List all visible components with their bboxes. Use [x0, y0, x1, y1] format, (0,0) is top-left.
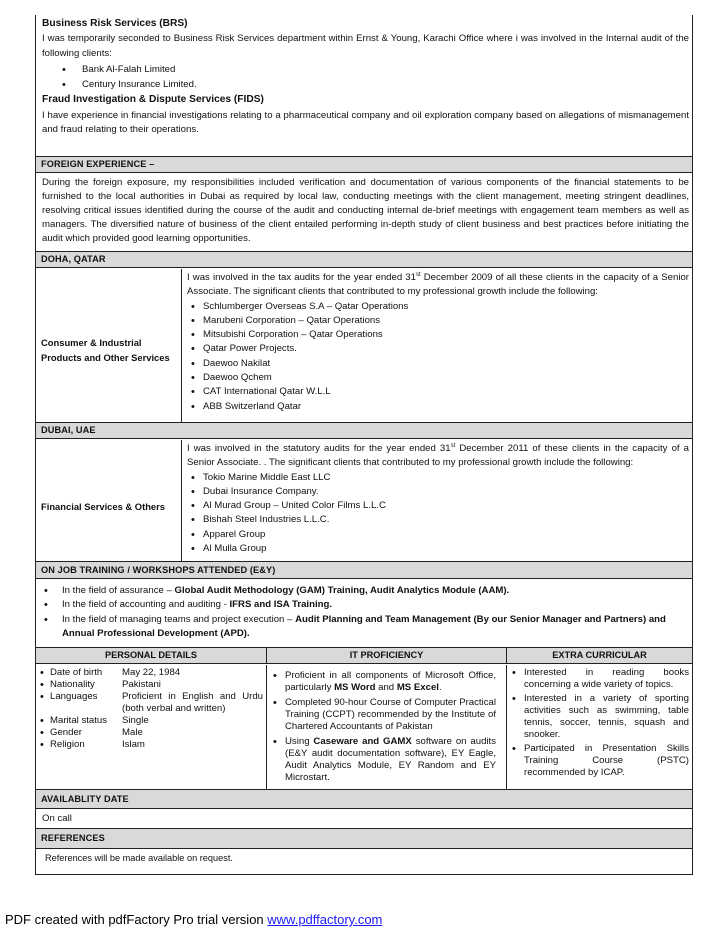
training-list	[36, 584, 692, 641]
religion-label: • Religion	[36, 739, 122, 751]
list-item: • Century Insurance Limited.	[60, 78, 692, 92]
gender-row	[36, 727, 263, 739]
nationality-label: • Nationality	[36, 679, 122, 691]
brs-section	[36, 17, 692, 137]
three-col-header	[36, 647, 692, 664]
doha-header: DOHA, QATAR	[36, 251, 692, 268]
list-item: • Al Mulla Group	[189, 542, 689, 556]
foreign-header: FOREIGN EXPERIENCE –	[36, 156, 692, 173]
dubai-details	[182, 440, 692, 575]
doha-intro-a: I was involved in the tax audits for the year ended 31	[187, 272, 416, 283]
list-item: • Participated in Presentation Skills Training Course (PSTC) recommended by ICAP.	[510, 743, 689, 779]
extra-list	[510, 667, 689, 779]
list-item: • Mitsubishi Corporation – Qatar Operations	[189, 328, 689, 342]
list-item: • Daewoo Qchem	[189, 371, 689, 385]
training-item-bold: Global Audit Methodology (GAM) Training, Audit Analytics Module (AAM).	[174, 585, 510, 596]
marital-label: • Marital status	[36, 715, 122, 727]
dubai-intro-a: I was involved in the statutory audits for the year ended 31	[187, 443, 451, 454]
nationality-value: Pakistani	[122, 679, 161, 690]
references-header: REFERENCES	[36, 828, 692, 849]
extra-header: EXTRA CURRICULAR	[552, 650, 647, 661]
brs-client-list	[60, 63, 692, 93]
three-col-body	[36, 665, 692, 789]
list-item	[42, 613, 689, 642]
list-item	[42, 598, 689, 612]
references-text: References will be made available on request.	[45, 853, 233, 863]
footer-link[interactable]: www.pdffactory.com	[267, 912, 383, 927]
doha-intro-b: December 2009 of all these clients in the capacity of a Senior Associate. The significant clients that contributed to my professional growth include the following:	[187, 272, 689, 298]
dubai-intro-b: December 2011 of these clients in the capacity of a Senior Associate. . The significant clients that contributed to my professional growth include the following:	[187, 443, 689, 469]
list-item: • Apparel Group	[189, 528, 689, 542]
dob-value: May 22, 1984	[122, 667, 181, 678]
resume-page	[35, 15, 693, 875]
dob-label: • Date of birth	[36, 667, 122, 679]
marital-row	[36, 715, 263, 727]
fids-title: Fraud Investigation & Dispute Services (FIDS)	[42, 94, 264, 106]
training-item-bold: Audit Planning and Team Management (By our Senior Manager and Partners) and Annual Professional Development (APD).	[62, 613, 666, 639]
dubai-intro	[187, 442, 689, 471]
list-item: • ABB Switzerland Qatar	[189, 400, 689, 414]
it-text: .	[438, 682, 442, 693]
dubai-intro-sup: st	[450, 442, 456, 449]
doha-client-list	[189, 300, 689, 414]
doha-intro-sup: st	[415, 271, 421, 278]
it-text: software on audits (E&Y audit documentation software), EY Eagle, Audit Analytics Module, EY Random and EY Microstart.	[285, 736, 496, 783]
gender-label: • Gender	[36, 727, 122, 739]
dubai-row	[36, 440, 692, 575]
foreign-text: During the foreign exposure, my responsibilities included verification and documentation of various components of the financial statements to be furnished to the local authorities in Dubai as required by local law, conducting meetings with the client management, meeting stringent deadlines, resolving critical issues identified during the course of the audit and conducting internal de-brief meetings with engagement team members as well as managers. The diversified nature of business of the client entailed performing in-depth study of client business and best practices before initiating the audit which provided good learning opportunities.	[42, 177, 689, 244]
it-bold: MS Word	[334, 682, 376, 693]
it-text: Using	[285, 736, 314, 747]
gender-value: Male	[122, 727, 143, 738]
languages-label: • Languages	[36, 691, 122, 715]
list-item: • Interested in a variety of sporting activities such as swimming, table tennis, soccer, tennis, squash and snooker.	[510, 693, 689, 741]
doha-sector: Consumer & Industrial Products and Other Services	[36, 269, 182, 432]
list-item: • Bishah Steel Industries L.L.C.	[189, 513, 689, 527]
it-text: Proficient in all components of Microsoft Office, particularly	[285, 670, 496, 693]
list-item: • Schlumberger Overseas S.A – Qatar Operations	[189, 300, 689, 314]
personal-details	[36, 665, 267, 789]
list-item: • Daewoo Nakilat	[189, 357, 689, 371]
it-header: IT PROFICIENCY	[267, 648, 507, 663]
extra-details	[507, 665, 692, 789]
languages-value: Proficient in English and Urdu (both verbal and written)	[122, 691, 263, 714]
doha-row	[36, 269, 692, 432]
list-item: • CAT International Qatar W.L.L	[189, 385, 689, 399]
it-text: and	[375, 682, 397, 693]
dubai-sector: Financial Services & Others	[36, 440, 182, 575]
religion-row	[36, 739, 263, 751]
doha-details	[182, 269, 692, 432]
it-details	[267, 665, 507, 789]
list-item: • Al Murad Group – United Color Films L.L.C	[189, 499, 689, 513]
fids-text: I have experience in financial investigations relating to a pharmaceutical company and oil exploration company based on allegations of mismanagement and fraud relating to their operations.	[42, 109, 689, 136]
nationality-row	[36, 679, 263, 691]
dob-row	[36, 667, 263, 679]
dubai-header: DUBAI, UAE	[36, 422, 692, 439]
personal-header: PERSONAL DETAILS	[36, 648, 267, 663]
availability-header: AVAILABLITY DATE	[36, 789, 692, 809]
training-item-text: In the field of assurance –	[62, 585, 175, 596]
pdf-footer	[5, 913, 382, 927]
training-item-text: In the field of accounting and auditing -	[62, 599, 230, 611]
training-item-bold: IFRS and ISA Training.	[229, 599, 333, 611]
list-item: • Interested in reading books concerning a wide variety of topics.	[510, 667, 689, 691]
list-item	[42, 584, 689, 598]
list-item: • Completed 90-hour Course of Computer Practical Training (CCPT) recommended by the Institute of Chartered Accountants of Pakistan	[271, 697, 496, 733]
it-bold: MS Excel	[396, 682, 439, 693]
list-item	[271, 670, 496, 694]
marital-value: Single	[122, 715, 149, 726]
list-item	[271, 736, 496, 784]
training-header: ON JOB TRAINING / WORKSHOPS ATTENDED (E&Y)	[36, 561, 692, 579]
footer-text: PDF created with pdfFactory Pro trial version	[5, 912, 268, 927]
it-bold: Caseware and GAMX	[313, 736, 412, 747]
list-item: • Tokio Marine Middle East LLC	[189, 471, 689, 485]
list-item: • Bank Al-Falah Limited	[60, 63, 692, 77]
brs-title: Business Risk Services (BRS)	[42, 18, 188, 29]
list-item: • Marubeni Corporation – Qatar Operations	[189, 314, 689, 328]
list-item: • Qatar Power Projects.	[189, 342, 689, 356]
training-item-text: In the field of managing teams and project execution –	[62, 613, 296, 625]
availability-text: On call	[42, 813, 72, 824]
dubai-client-list	[189, 471, 689, 557]
it-list	[271, 670, 496, 784]
doha-intro	[187, 271, 689, 300]
list-item: • Dubai Insurance Company.	[189, 485, 689, 499]
brs-text: I was temporarily seconded to Business Risk Services department within Ernst & Young, Karachi Office where i was involved in the Internal audit of the following clients:	[42, 33, 689, 59]
languages-row	[36, 691, 263, 715]
religion-value: Islam	[122, 739, 145, 750]
